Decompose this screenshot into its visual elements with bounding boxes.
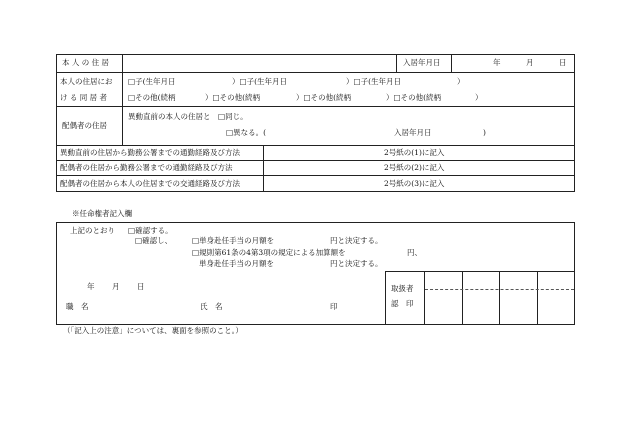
single-allowance-checkbox[interactable]: □単身赴任手当の月額を bbox=[192, 236, 275, 245]
route-row-label: 異動直前の住居から勤務公署までの通勤経路及び方法 bbox=[60, 148, 240, 157]
confirm-and-checkbox[interactable]: □確認し、 bbox=[135, 236, 173, 245]
date-year: 年 bbox=[87, 282, 95, 291]
route-row-value: 2号紙の(3)に記入 bbox=[384, 179, 445, 188]
other-relation-checkbox[interactable]: □その他(続柄 bbox=[128, 93, 176, 102]
row1-month: 月 bbox=[526, 58, 534, 67]
route-row-label: 配偶者の住居から勤務公署までの通勤経路及び方法 bbox=[60, 163, 233, 172]
paren-close: ） bbox=[475, 93, 483, 102]
row-label-cohabitants-2: け る 同 居 者 bbox=[60, 93, 108, 102]
decide-yen-text: 円と決定する。 bbox=[330, 259, 383, 268]
row-label-own-residence: 本 人 の 住 居 bbox=[62, 58, 110, 67]
same-as-residence-checkbox[interactable]: 異動直前の本人の住居と □同じ。 bbox=[128, 112, 248, 121]
row-label-cohabitants-1: 本人の住居にお bbox=[60, 77, 113, 86]
single-allowance-amount-label: 単身赴任手当の月額を bbox=[199, 259, 274, 268]
seal-label: 印 bbox=[330, 302, 338, 311]
handler-label: 取扱者 bbox=[391, 284, 414, 293]
other-relation-checkbox[interactable]: ）□その他(続柄 bbox=[386, 93, 442, 102]
footnote: （「記入上の注意」については、裏面を参照のこと。） bbox=[63, 326, 243, 335]
rule-61-checkbox[interactable]: □規則第61条の4第3項の規定による加算額を bbox=[192, 248, 346, 257]
row3-move-in-date-label: 入居年月日 bbox=[394, 128, 432, 137]
as-above-label: 上記のとおり bbox=[70, 226, 115, 235]
route-row-label: 配偶者の住居から本人の住居までの交通経路及び方法 bbox=[60, 179, 240, 188]
child-dob-checkbox[interactable]: ）□子(生年月日 bbox=[346, 77, 402, 86]
appointer-heading: ※任命権者記入欄 bbox=[72, 209, 132, 218]
name-label: 氏 名 bbox=[200, 302, 223, 311]
child-dob-checkbox[interactable]: □子(生年月日 bbox=[128, 77, 176, 86]
route-row-value: 2号紙の(1)に記入 bbox=[384, 148, 445, 157]
decide-yen-text: 円と決定する。 bbox=[330, 236, 383, 245]
row1-day: 日 bbox=[559, 58, 567, 67]
other-relation-checkbox[interactable]: ）□その他(続柄 bbox=[296, 93, 352, 102]
date-day: 日 bbox=[137, 282, 145, 291]
row1-year: 年 bbox=[493, 58, 501, 67]
row-label-spouse-residence: 配偶者の住居 bbox=[62, 121, 107, 130]
post-label: 職 名 bbox=[66, 302, 89, 311]
paren-close: ) bbox=[483, 128, 486, 137]
route-row-value: 2号紙の(2)に記入 bbox=[384, 163, 445, 172]
yen-text: 円、 bbox=[407, 248, 422, 257]
child-dob-checkbox[interactable]: ）□子(生年月日 bbox=[232, 77, 288, 86]
different-checkbox[interactable]: □異なる。( bbox=[226, 128, 267, 137]
row1-move-in-date-label: 入居年月日 bbox=[403, 58, 441, 67]
confirm-checkbox[interactable]: □確認する。 bbox=[128, 226, 173, 235]
date-month: 月 bbox=[112, 282, 120, 291]
handler-seal-label: 認 印 bbox=[391, 299, 414, 308]
paren-close: ） bbox=[457, 77, 465, 86]
other-relation-checkbox[interactable]: ）□その他(続柄 bbox=[205, 93, 261, 102]
